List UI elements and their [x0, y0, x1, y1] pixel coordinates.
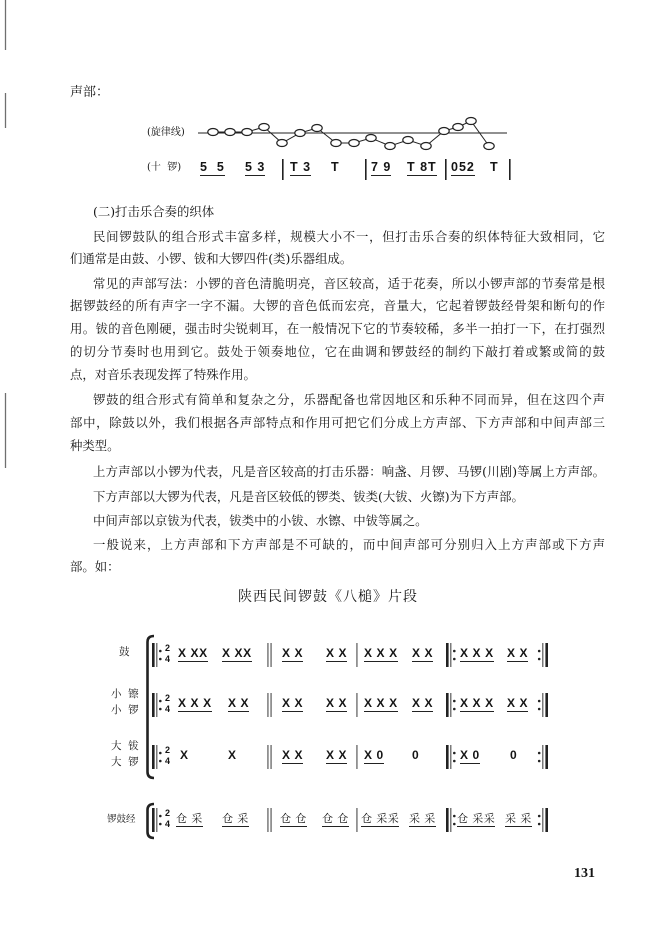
row-label-small-cymbal: 小 镲: [111, 688, 139, 700]
score-beat: X X: [326, 696, 348, 710]
melody-note: [277, 140, 287, 147]
score-barlines: [152, 643, 548, 832]
paragraph-line: 种类型。: [70, 438, 120, 453]
repeat-end-thin-bar: [542, 693, 543, 717]
paragraph-line: 的切分节奏时也用到它。鼓处于领奏地位，它在曲调和锣鼓经的制约下敲打着或繁或简的鼓: [70, 344, 605, 359]
time-signature-bottom: 4: [165, 704, 171, 714]
repeat-dot: [453, 708, 456, 711]
repeat-end-thick-bar: [545, 693, 548, 717]
gong-line-label: (十 锣): [147, 162, 182, 173]
score-beat: X X: [326, 646, 348, 660]
melody-note: [366, 135, 376, 142]
repeat-start-thick-bar: [152, 808, 155, 832]
repeat-dot: [538, 752, 541, 755]
melody-note: [312, 125, 322, 132]
repeat-start-thick-bar: [446, 693, 449, 717]
score-syllable-beat: 仓 采: [222, 812, 249, 825]
score-beat: X X X: [460, 696, 494, 710]
score-beat: X XX: [222, 646, 252, 660]
double-bar-line: [271, 745, 272, 769]
score-beat: X 0: [364, 748, 384, 762]
score-beat: X X: [412, 696, 434, 710]
bar-line: [357, 808, 358, 832]
score-syllable-beat: 采 采: [505, 812, 532, 825]
repeat-end-thick-bar: [545, 808, 548, 832]
score-beat: X X X: [460, 646, 494, 660]
gong-beat: 052: [451, 160, 475, 174]
melody-note: [421, 143, 431, 150]
melody-contour-line: [213, 121, 489, 146]
melody-line-label: (旋律线): [147, 127, 185, 138]
gong-beat: T 3: [290, 160, 312, 174]
paragraph-line: 们通常是由鼓、小锣、钹和大锣四件(类)乐器组成。: [70, 251, 353, 266]
repeat-dot: [159, 752, 162, 755]
repeat-start-thin-bar: [450, 745, 451, 769]
bar-line: [282, 159, 284, 180]
repeat-dot: [453, 752, 456, 755]
repeat-dot: [538, 815, 541, 818]
score-syllable-beat: 仓 采: [176, 812, 203, 825]
paragraph-line: 用。钹的音色刚硬，强击时尖锐刺耳，在一般情况下它的节奏较稀，多半一拍打一下，在打强烈: [70, 321, 605, 336]
repeat-dot: [538, 823, 541, 826]
score-beat: X: [180, 748, 189, 762]
bar-line: [445, 159, 447, 180]
double-bar-line: [271, 808, 272, 832]
melody-note: [439, 128, 449, 135]
score-syllable-beat: 仓 仓: [322, 812, 349, 825]
double-bar-line: [268, 808, 269, 832]
section-label-voice: 声部：: [70, 85, 110, 100]
paragraph-line: 中间声部以京钹为代表，钹类中的小钹、水镲、中钹等属之。: [93, 513, 428, 528]
repeat-dot: [538, 708, 541, 711]
melody-note: [403, 137, 413, 144]
score-beat: X X X: [178, 696, 212, 710]
score-beat: X XX: [178, 646, 208, 660]
gong-line-barlines: [282, 159, 511, 180]
repeat-dot: [159, 700, 162, 703]
score-syllable-beat: 采 采: [409, 812, 436, 825]
repeat-end-thick-bar: [545, 643, 548, 667]
score-beat: X X: [326, 748, 348, 762]
repeat-dot: [453, 760, 456, 763]
repeat-start-thin-bar: [156, 643, 157, 667]
melody-note: [466, 118, 476, 125]
repeat-dot: [538, 658, 541, 661]
bar-line: [357, 643, 358, 667]
repeat-start-thick-bar: [446, 745, 449, 769]
gong-beat: T: [490, 160, 499, 174]
repeat-start-thick-bar: [446, 808, 449, 832]
score-beat: X X: [282, 646, 304, 660]
time-signature-bottom: 4: [165, 756, 171, 766]
score-syllable-beat: 仓 仓: [280, 812, 307, 825]
repeat-dot: [453, 823, 456, 826]
gong-beat: 5 3: [245, 160, 266, 174]
repeat-end-thin-bar: [542, 808, 543, 832]
bar-line: [365, 159, 367, 180]
score-syllable-beat: 仓 采采: [361, 812, 400, 825]
section-heading: (二)打击乐合奏的织体: [93, 204, 215, 219]
repeat-start-thin-bar: [450, 808, 451, 832]
repeat-end-thin-bar: [542, 745, 543, 769]
repeat-start-thin-bar: [156, 808, 157, 832]
score-beat: X X: [282, 748, 304, 762]
melody-note: [242, 129, 252, 136]
repeat-start-thick-bar: [152, 745, 155, 769]
score-beat: X: [228, 748, 237, 762]
score-row-3-barlines: [152, 745, 548, 769]
paragraph-line: 部。如：: [70, 559, 120, 574]
time-signature-bottom: 4: [165, 819, 171, 829]
melody-note: [225, 129, 235, 136]
repeat-dot: [538, 760, 541, 763]
paragraph-line: 上方声部以小锣为代表，凡是音区较高的打击乐器：响盏、月锣、马锣(川剧)等属上方声部。: [93, 464, 605, 479]
repeat-dot: [159, 708, 162, 711]
melody-note: [453, 124, 463, 131]
repeat-start-thin-bar: [450, 693, 451, 717]
score-bracket-upper: [148, 636, 155, 778]
bar-line: [509, 159, 511, 180]
gong-beat: 5 5: [200, 160, 225, 174]
score-beat: X X: [282, 696, 304, 710]
paragraph-line: 一般说来，上方声部和下方声部是不可缺的，而中间声部可分别归入上方声部或下方声: [93, 537, 605, 552]
score-beat: X X X: [364, 696, 398, 710]
melody-line-figure: [198, 118, 507, 150]
gong-beat: 7 9: [371, 160, 392, 174]
double-bar-line: [268, 745, 269, 769]
repeat-dot: [453, 650, 456, 653]
melody-note: [484, 143, 494, 150]
score-beat: 0: [412, 748, 420, 762]
score-syllable-beat: 仓 采采: [457, 812, 496, 825]
time-signature-top: 2: [165, 693, 171, 703]
repeat-dot: [159, 650, 162, 653]
paragraph-line: 常见的声部写法：小锣的音色清脆明亮，音区较高，适于花奏，所以小锣声部的节奏常是根: [93, 276, 605, 291]
row-label-small-gong: 小 锣: [111, 704, 139, 716]
melody-note: [259, 124, 269, 131]
score-beat: X X: [412, 646, 434, 660]
time-signature-top: 2: [165, 643, 171, 653]
repeat-dot: [159, 815, 162, 818]
score-beat: X X: [507, 696, 529, 710]
double-bar-line: [271, 643, 272, 667]
double-bar-line: [268, 643, 269, 667]
page-number: 131: [574, 866, 595, 881]
repeat-dot: [159, 658, 162, 661]
repeat-dot: [453, 658, 456, 661]
repeat-end-thick-bar: [545, 745, 548, 769]
score-title: 陕西民间锣鼓《八槌》片段: [238, 589, 418, 605]
row-label-gong-drum-syllables: 锣鼓经: [107, 814, 136, 825]
score-beat: X X X: [364, 646, 398, 660]
melody-note: [385, 143, 395, 150]
repeat-start-thick-bar: [446, 643, 449, 667]
repeat-dot: [453, 815, 456, 818]
bar-line: [357, 745, 358, 769]
repeat-start-thick-bar: [152, 693, 155, 717]
double-bar-line: [271, 693, 272, 717]
paragraph-line: 点，对音乐表现发挥了特殊作用。: [70, 367, 256, 382]
melody-note: [295, 130, 305, 137]
score-beat: X X: [228, 696, 250, 710]
paragraph-line: 部中，除鼓以外，我们根据各声部特点和作用可把它们分成上方声部、下方声部和中间声部三: [70, 415, 605, 430]
melody-note: [349, 140, 359, 147]
melody-note: [208, 129, 218, 136]
repeat-start-thin-bar: [156, 745, 157, 769]
score-beat: X X: [507, 646, 529, 660]
row-label-large-cymbal: 大 钹: [111, 740, 139, 752]
repeat-dot: [453, 700, 456, 703]
paragraph-line: 据锣鼓经的所有声字一字不漏。大锣的音色低而宏亮，音量大，它起着锣鼓经骨架和断句的作: [70, 298, 605, 313]
paragraph-line: 下方声部以大锣为代表，凡是音区较低的锣类、钹类(大钹、火镲)为下方声部。: [93, 489, 524, 504]
time-signature-top: 2: [165, 745, 171, 755]
row-label-large-gong: 大 锣: [111, 756, 139, 768]
bar-line: [357, 693, 358, 717]
repeat-start-thin-bar: [156, 693, 157, 717]
gong-beat: T: [331, 160, 340, 174]
repeat-dot: [538, 650, 541, 653]
repeat-dot: [159, 760, 162, 763]
repeat-dot: [538, 700, 541, 703]
score-bracket-lower: [148, 804, 155, 838]
repeat-start-thin-bar: [450, 643, 451, 667]
row-label-drum: 鼓: [119, 646, 130, 658]
time-signature-top: 2: [165, 808, 171, 818]
melody-note: [331, 140, 341, 147]
time-signature-bottom: 4: [165, 654, 171, 664]
repeat-dot: [159, 823, 162, 826]
gong-beat: T 8T: [407, 160, 437, 174]
paragraph-line: 锣鼓的组合形式有简单和复杂之分，乐器配备也常因地区和乐种不同而异，但在这四个声: [93, 392, 605, 407]
score-beat: 0: [510, 748, 518, 762]
repeat-end-thin-bar: [542, 643, 543, 667]
paragraph-line: 民间锣鼓队的组合形式丰富多样，规模大小不一，但打击乐合奏的织体特征大致相同，它: [93, 229, 605, 244]
score-beat: X 0: [460, 748, 480, 762]
repeat-start-thick-bar: [152, 643, 155, 667]
double-bar-line: [268, 693, 269, 717]
